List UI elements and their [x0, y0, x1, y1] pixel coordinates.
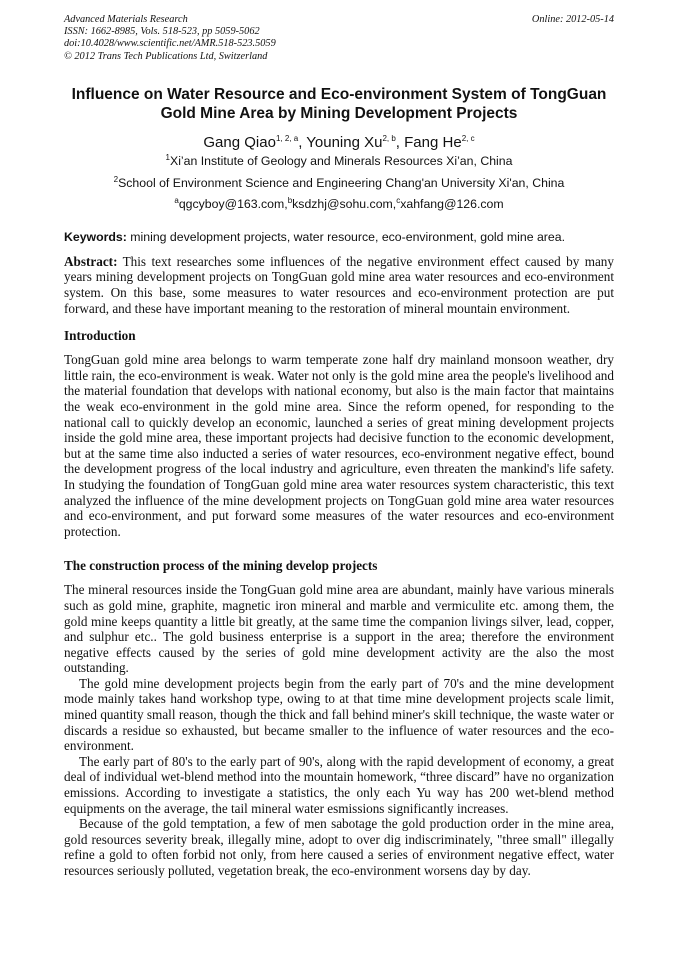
paragraph: The gold mine development projects begin from the early part of 70's and the mine development mode mainly takes hand workshop type, owing to at that time mine development projects scale limit, mined quantity small reason, though the thick and fall behind miner's skill technique, the waste water or discards a residue so exhausted, but became smaller to the influence of water resources and the eco-environment. — [64, 675, 614, 754]
author-separator: , — [395, 133, 405, 151]
section-heading-construction: The construction process of the mining develop projects — [64, 558, 378, 574]
issn: ISSN: 1662-8985, Vols. 518-523, pp 5059-5062 — [64, 26, 260, 38]
paragraph: Because of the gold temptation, a few of men sabotage the gold production order in the mine area, gold resources severity break, illegally mine, adopt to over dig indiscriminately, "three small" illegally refine a gold to often forbid not only, from here caused a series of environment negative effect, water resources seriously polluted, vegetation break, the eco-environment worsens day by day. — [64, 816, 614, 878]
author-list — [64, 134, 614, 151]
abstract-text: This text researches some influences of the negative environment effect caused by many years mining development projects on TongGuan gold mine area water resources and eco-environment system. On this base, some measures to water resources and eco-environment protection are put forward, and these have important meaning to the restoration of mineral mountain environment. — [64, 253, 614, 316]
affiliation-text: School of Environment Science and Engineering Chang'an University Xi'an, China — [118, 175, 565, 190]
keywords-text: mining development projects, water resource, eco-environment, gold mine area. — [126, 229, 565, 244]
paragraph: TongGuan gold mine area belongs to warm temperate zone half dry mainland monsoon weather, dry little rain, the eco-environment is weak. Water not only is the gold mine area the people's livelihood and the material foundation that develops with national economy, but also is the main factor that maintains the weak eco-environment in the gold mine area. Since the reform opened, for responding to the national call to quickly develop an economic, launched a series of great mining development projects inside the gold mine area, these important projects had decisive function to the economic development, but at the same time also inducted a series of water resources, eco-environment negative effect, bound the development progress of the local industry and agriculture, even threaten the mankind's life safety. In studying the foundation of TongGuan gold mine area water resources system characteristic, this text analyzed the influence of the mine development projects on TongGuan gold mine area water resources and eco-environment, and put forward some measures of the water resources and eco-environment protection. — [64, 352, 614, 539]
email-sup: a — [174, 195, 179, 205]
copyright: © 2012 Trans Tech Publications Ltd, Switzerland — [64, 50, 268, 62]
affiliation — [64, 154, 614, 168]
author-separator: , — [298, 133, 307, 151]
paragraph: The early part of 80's to the early part of 90's, along with the rapid development of economy, a great deal of individual wet-blend method into the mountain homework, “three discard” have no organization emissions. According to investigate a statistics, the only each Yu way has 200 wet-blend method equipments on the average, the tail mineral water esmissions significantly increases. — [64, 753, 614, 816]
abstract — [64, 254, 614, 316]
author-name: Youning Xu — [306, 133, 383, 151]
keywords — [64, 230, 614, 244]
abstract-label: Abstract: — [64, 253, 118, 269]
doi: doi:10.4028/www.scientific.net/AMR.518-523.5059 — [64, 38, 276, 50]
affiliation-sup: 2 — [113, 174, 119, 184]
email-link[interactable]: ksdzhj@sohu.com, — [292, 196, 397, 211]
author-sup: 2, c — [461, 133, 475, 143]
email-link[interactable]: xahfang@126.com — [400, 196, 504, 211]
section-heading-introduction: Introduction — [64, 328, 136, 344]
online-date: Online: 2012-05-14 — [531, 14, 614, 25]
email-sup: b — [287, 195, 293, 205]
affiliation — [64, 176, 614, 190]
paragraph: The mineral resources inside the TongGuan gold mine area are abundant, mainly have various minerals such as gold mine, graphite, magnetic iron mineral and marble and vermiculite etc. among them, the gold mine keeps quantity a little bit greatly, at the same time the companion livings silver, lead, copper, and sulphur etc.. The gold business enterprise is a support in the area; therefore the environment negative effects caused by the series of gold mine development activity are the also the most outstanding. — [64, 582, 614, 676]
email-link[interactable]: qgcyboy@163.com, — [178, 196, 288, 211]
keywords-label: Keywords: — [64, 229, 127, 244]
paper-title: Influence on Water Resource and Eco-environment System of TongGuan Gold Mine Area by Mining Development Projects — [71, 85, 607, 122]
affiliation-sup: 1 — [165, 152, 170, 162]
journal-header — [64, 14, 614, 63]
paper-page — [64, 14, 614, 879]
affiliation-text: Xi’an Institute of Geology and Minerals Resources Xi’an, China — [170, 153, 513, 168]
email-list — [64, 197, 614, 211]
author-name: Fang He — [404, 133, 462, 151]
author-sup: 1, 2, a — [275, 133, 299, 143]
email-sup: c — [396, 195, 401, 205]
author-sup: 2, b — [382, 133, 396, 143]
author-name: Gang Qiao — [203, 133, 276, 151]
journal-name: Advanced Materials Research — [64, 14, 188, 25]
